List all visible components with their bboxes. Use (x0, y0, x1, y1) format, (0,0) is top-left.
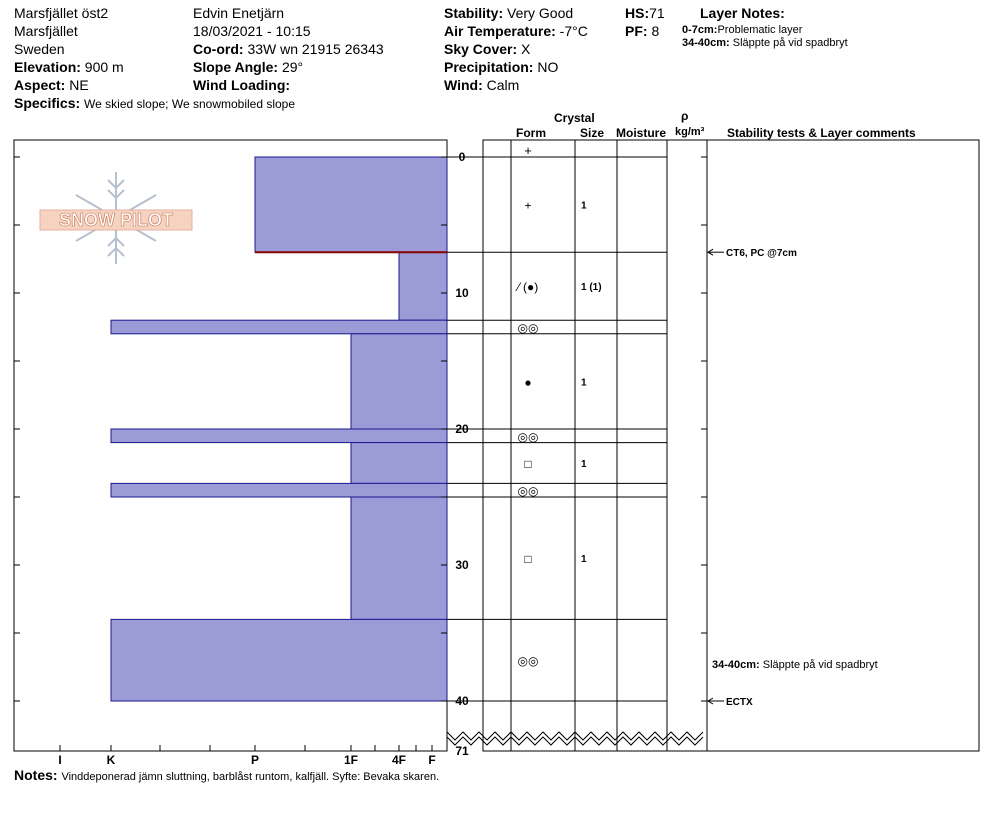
layer-size-value: 1 (581, 200, 587, 212)
layer-size-value: 1 (581, 459, 587, 470)
coord-value: 33W wn 21915 26343 (247, 41, 384, 57)
hs-label: HS: (625, 5, 650, 21)
region-name: Marsfjället (14, 23, 78, 39)
wind-label: Wind: (444, 77, 483, 93)
layer-size-value: 1 (1) (581, 282, 602, 294)
y-axis-tick-label: 30 (455, 558, 469, 572)
observer-name: Edvin Enetjärn (193, 5, 285, 21)
air-temp-value: -7°C (559, 23, 588, 39)
sky-label: Sky Cover: (444, 41, 518, 57)
hardness-layer-bar (351, 443, 447, 484)
wind-value: Calm (486, 77, 520, 93)
layer-form-symbol: + (524, 198, 532, 213)
location-name: Marsfjället öst2 (14, 5, 109, 21)
notes-label: Notes: (14, 767, 58, 783)
aspect-label: Aspect: (14, 77, 66, 93)
y-axis-tick-label: 0 (458, 150, 466, 164)
form-header: Form (516, 126, 546, 140)
layer-form-symbol: □ (524, 457, 532, 471)
wind-loading-label: Wind Loading: (193, 77, 291, 93)
x-axis-tick-label: 1F (343, 753, 359, 767)
country-name: Sweden (14, 41, 65, 57)
layer-form-symbol: □ (524, 552, 532, 567)
layer-note-2-range: 34-40cm: (682, 37, 730, 49)
snowpilot-logo-text: SNOW PILOT (59, 210, 173, 230)
crystal-header: Crystal (554, 111, 595, 125)
layer-comment (712, 659, 878, 671)
layer-form-symbol: ◎◎ (517, 484, 539, 499)
precip-value: NO (537, 59, 559, 75)
hardness-layer-bar (351, 334, 447, 429)
hardness-layer-bar (399, 252, 447, 320)
stability-value: Very Good (507, 5, 574, 21)
x-axis-tick-label: F (428, 753, 436, 767)
y-axis-tick-label: 20 (455, 422, 469, 436)
stability-tests-header: Stability tests & Layer comments (727, 126, 916, 140)
density-unit-header: kg/m³ (675, 126, 705, 138)
specifics-label: Specifics: (14, 95, 81, 111)
elevation-value: 900 m (84, 59, 124, 75)
layer-form-symbol: ◎◎ (517, 321, 539, 335)
air-temp-label: Air Temperature: (444, 23, 556, 39)
layer-comment-text: Släppte på vid spadbryt (762, 659, 878, 672)
slope-label: Slope Angle: (193, 59, 279, 75)
layer-form-symbol: ◎◎ (517, 654, 539, 669)
x-axis-tick-label: P (250, 753, 260, 767)
y-axis-tick-label: 71 (455, 744, 469, 758)
layer-form-symbol: ◎◎ (517, 429, 539, 444)
hardness-layer-bar (111, 619, 447, 701)
moisture-header: Moisture (616, 126, 667, 140)
layer-comment-range: 34-40cm: (712, 659, 763, 672)
sky-value: X (521, 41, 531, 57)
layer-size-value: 1 (581, 377, 587, 389)
layer-notes-title: Layer Notes: (700, 5, 785, 21)
hardness-layer-bar (351, 497, 447, 619)
layer-note-1-text: Problematic layer (717, 24, 803, 36)
layer-size-value: 1 (581, 554, 587, 566)
hardness-layer-bar (111, 429, 447, 443)
precip-label: Precipitation: (444, 59, 534, 75)
hs-value: 71 (649, 5, 665, 21)
layer-note-1-range: 0-7cm: (682, 24, 718, 36)
hardness-layer-bar (255, 157, 447, 252)
stability-test-label: ECTX (726, 697, 753, 708)
hardness-layer-bar (111, 320, 447, 334)
observation-datetime: 18/03/2021 - 10:15 (193, 23, 311, 39)
stability-label: Stability: (444, 5, 504, 21)
slope-value: 29° (281, 59, 304, 75)
layer-form-symbol: ● (524, 375, 532, 390)
stability-test-label: CT6, PC @7cm (726, 248, 797, 260)
x-axis-tick-label: 4F (391, 753, 407, 767)
layer-note-2-text: Släppte på vid spadbryt (732, 37, 848, 49)
hardness-layer-bar (111, 483, 447, 497)
size-header: Size (580, 126, 605, 140)
y-axis-tick-label: 10 (455, 286, 469, 300)
x-axis-tick-label: K (106, 753, 116, 767)
pf-value: 8 (651, 23, 660, 39)
x-axis-tick-label: I (58, 753, 62, 767)
y-axis-tick-label: 40 (455, 694, 469, 708)
specifics-value: We skied slope; We snowmobiled slope (84, 97, 296, 111)
layer-form-symbol: ⁄ (●) (517, 280, 539, 295)
notes-value: Vinddeponerad jämn sluttning, barblåst runtom, kalfjäll. Syfte: Bevaka skaren. (61, 771, 440, 783)
elevation-label: Elevation: (14, 59, 81, 75)
rho-header: ρ (681, 109, 689, 123)
pf-label: PF: (625, 23, 648, 39)
surface-form-symbol: + (524, 143, 532, 158)
coord-label: Co-ord: (193, 41, 244, 57)
aspect-value: NE (69, 77, 89, 93)
